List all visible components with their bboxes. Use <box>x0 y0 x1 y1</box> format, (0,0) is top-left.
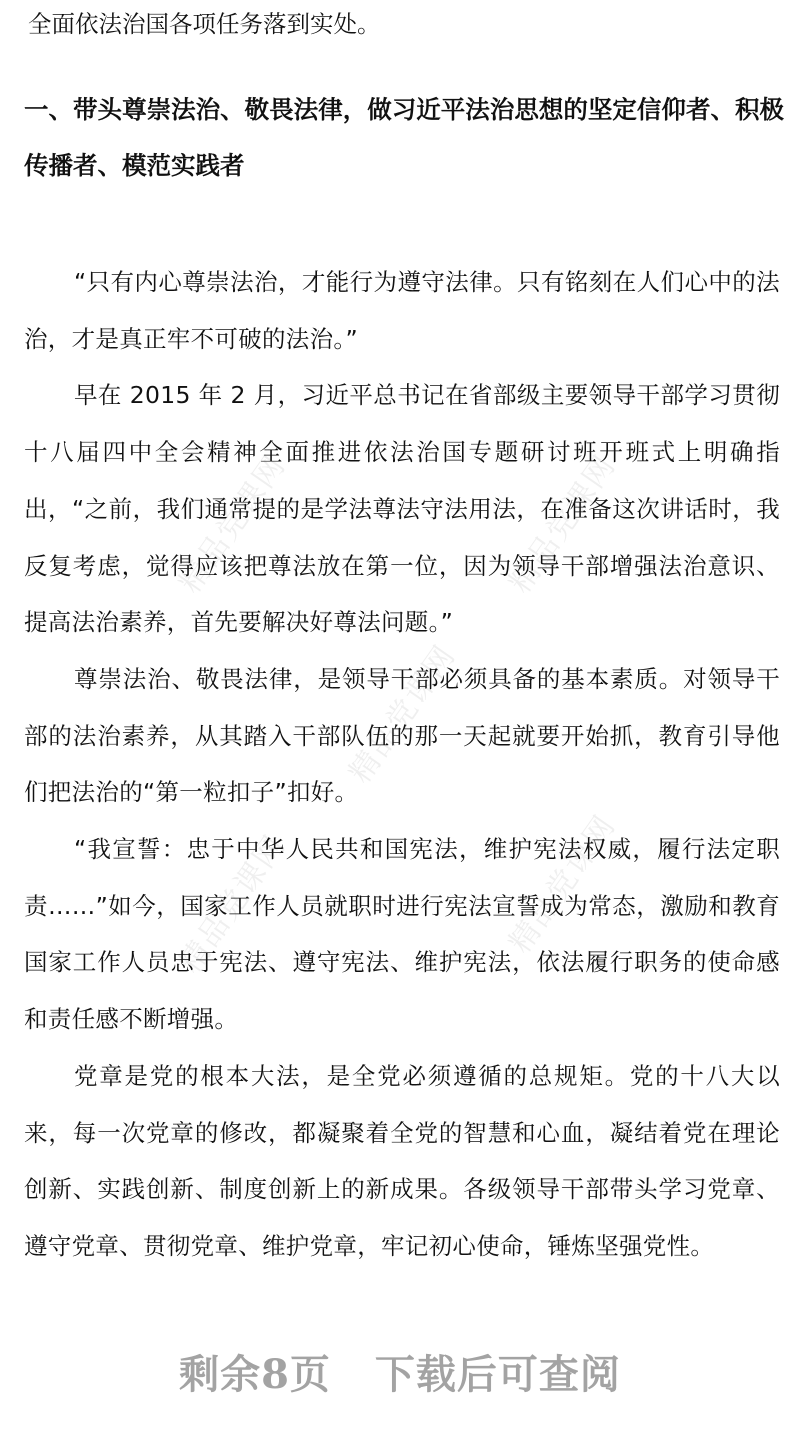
watermark: 精品党课网 <box>502 448 624 600</box>
watermark: 精品党课网 <box>502 808 624 960</box>
paragraph-party-constitution: 党章是党的根本大法，是全党必须遵循的总规矩。党的十八大以来，每一次党章的修改，都凝聚着全党的智慧和心血，凝结着党在理论创新、实践创新、制度创新上的新成果。各级领导干部带头学习党章、遵守党章、贯彻党章、维护党章，牢记初心使命，锤炼坚强党性。 <box>24 1061 780 1260</box>
paragraph-constitution-oath: “我宣誓：忠于中华人民共和国宪法，维护宪法权威，履行法定职责……”如今，国家工作人员就职时进行宪法宣誓成为常态，激励和教育国家工作人员忠于宪法、遵守宪法、维护宪法，依法履行职务的使命感和责任感不断增强。 <box>24 835 780 1034</box>
paragraph-basic-quality: 尊崇法治、敬畏法律，是领导干部必须具备的基本素质。对领导干部的法治素养，从其踏入干部队伍的那一天起就要开始抓，教育引导他们把法治的“第一粒扣子”扣好。 <box>24 664 780 807</box>
lead-line: 全面依法治国各项任务落到实处。 <box>28 10 381 38</box>
section-heading: 一、带头尊崇法治、敬畏法律，做习近平法治思想的坚定信仰者、积极传播者、模范实践者 <box>24 95 784 180</box>
watermark: 精品党课网 <box>342 638 464 790</box>
paragraph-2015-speech: 早在 2015 年 2 月，习近平总书记在省部级主要领导干部学习贯彻十八届四中全会精神全面推进依法治国专题研讨班开班式上明确指出，“之前，我们通常提的是学法尊法守法用法，在准备这次讲话时，我反复考虑，觉得应该把尊法放在第一位，因为领导干部增强法治意识、提高法治素养，首先要解决好尊法问题。” <box>24 381 780 637</box>
remaining-pages-label: 剩余8页 <box>179 1351 331 1398</box>
watermark: 精品党课网 <box>172 828 294 980</box>
download-hint-label: 下载后可查阅 <box>374 1351 621 1398</box>
watermark: 精品党课网 <box>172 448 294 600</box>
paragraph-quote: “只有内心尊崇法治，才能行为遵守法律。只有铭刻在人们心中的法治，才是真正牢不可破的法治。” <box>24 268 780 353</box>
body-text <box>24 254 780 1275</box>
download-banner[interactable] <box>0 1350 800 1400</box>
